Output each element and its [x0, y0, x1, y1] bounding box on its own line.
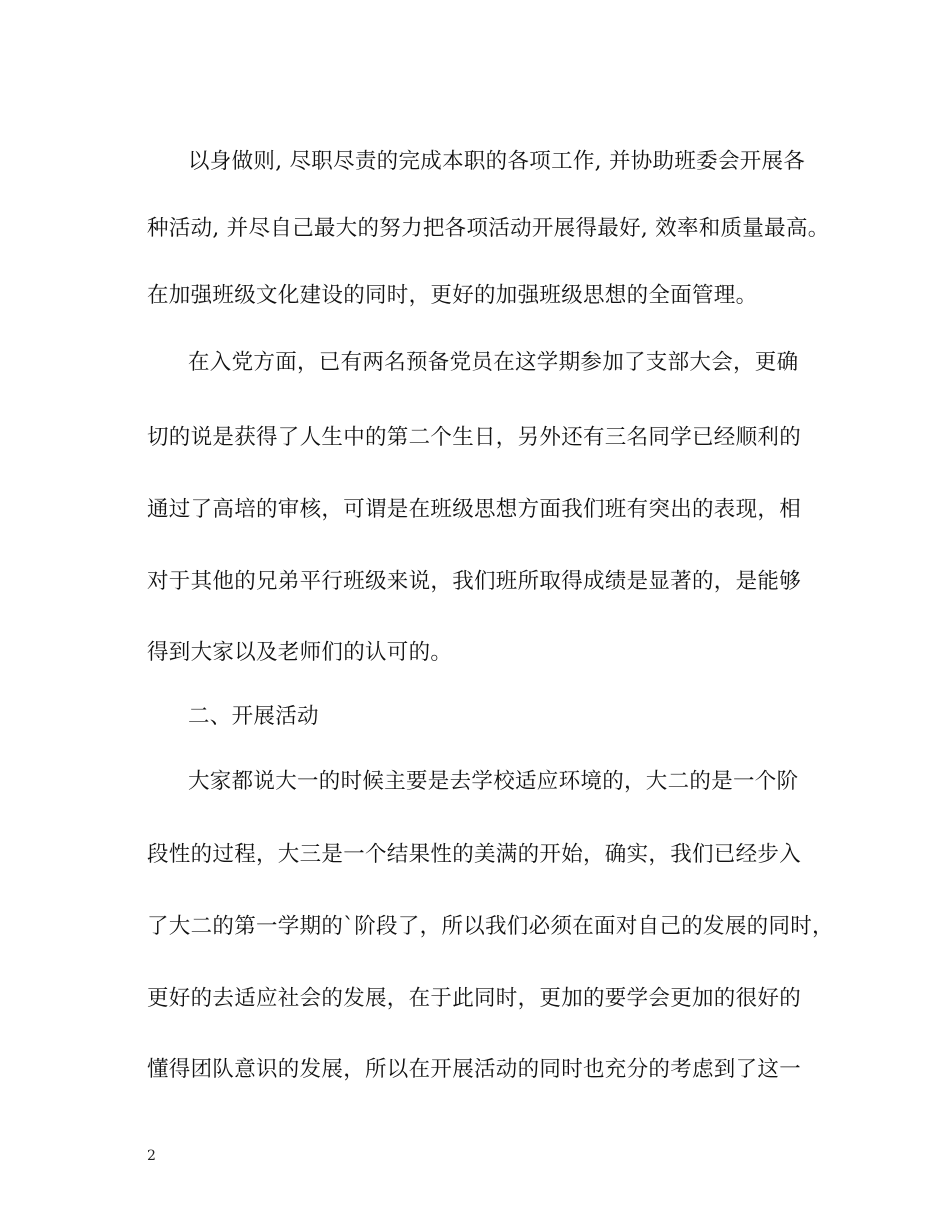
text-line: 大家都说大一的时候主要是去学校适应环境的，大二的是一个阶: [188, 769, 799, 794]
section-heading: 二、开展活动: [188, 704, 319, 729]
text-line: 在加强班级文化建设的同时，更好的加强班级思想的全面管理。: [147, 283, 758, 308]
text-line: 种活动, 并尽自己最大的努力把各项活动开展得最好, 效率和质量最高。: [147, 216, 830, 241]
text-line: 切的说是获得了人生中的第二个生日，另外还有三名同学已经顺利的: [147, 425, 802, 450]
text-line: 懂得团队意识的发展，所以在开展活动的同时也充分的考虑到了这一: [147, 1057, 802, 1082]
text-line: 通过了高培的审核，可谓是在班级思想方面我们班有突出的表现，相: [147, 497, 802, 522]
text-line: 段性的过程，大三是一个结果性的美满的开始，确实，我们已经步入: [147, 842, 802, 867]
text-line: 得到大家以及老师们的认可的。: [147, 640, 453, 665]
page-number: 2: [147, 1148, 156, 1164]
text-line: 了大二的第一学期的`阶段了，所以我们必须在面对自己的发展的同时，: [147, 914, 834, 939]
text-line: 对于其他的兄弟平行班级来说，我们班所取得成绩是显著的，是能够: [147, 569, 802, 594]
text-line: 以身做则, 尽职尽责的完成本职的各项工作, 并协助班委会开展各: [188, 149, 806, 174]
text-line: 在入党方面，已有两名预备党员在这学期参加了支部大会，更确: [188, 350, 799, 375]
text-line: 更好的去适应社会的发展，在于此同时，更加的要学会更加的很好的: [147, 986, 802, 1011]
